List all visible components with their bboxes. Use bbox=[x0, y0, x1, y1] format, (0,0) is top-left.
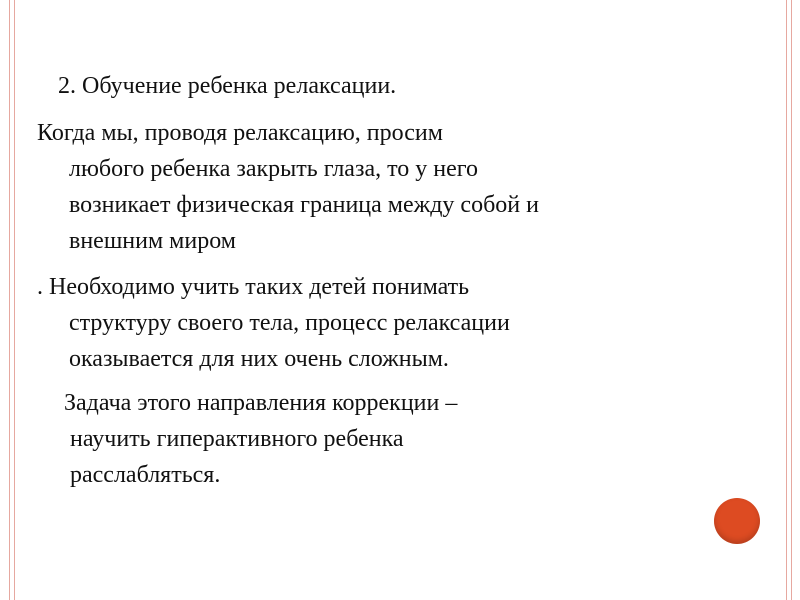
paragraph-1-line-3: возникает физическая граница между собой и bbox=[69, 192, 539, 218]
paragraph-3-line-3: расслабляться. bbox=[70, 462, 221, 488]
paragraph-3-line-2: научить гиперактивного ребенка bbox=[70, 426, 404, 452]
paragraph-3-line-1: Задача этого направления коррекции – bbox=[64, 390, 458, 416]
paragraph-1-line-2: любого ребенка закрыть глаза, то у него bbox=[69, 156, 479, 182]
paragraph-3 bbox=[64, 385, 457, 493]
paragraph-1-line-4: внешним миром bbox=[69, 228, 236, 254]
paragraph-1 bbox=[37, 115, 539, 259]
paragraph-2-line-2: структуру своего тела, процесс релаксации bbox=[69, 310, 510, 336]
paragraph-2-line-1: . Необходимо учить таких детей понимать bbox=[37, 274, 470, 300]
paragraph-2-line-3: оказывается для них очень сложным. bbox=[69, 346, 449, 372]
decorative-orange-circle bbox=[714, 498, 760, 544]
paragraph-2 bbox=[37, 269, 510, 377]
paragraph-1-line-1: Когда мы, проводя релаксацию, просим bbox=[37, 120, 443, 146]
slide-title: 2. Обучение ребенка релаксации. bbox=[58, 73, 397, 99]
